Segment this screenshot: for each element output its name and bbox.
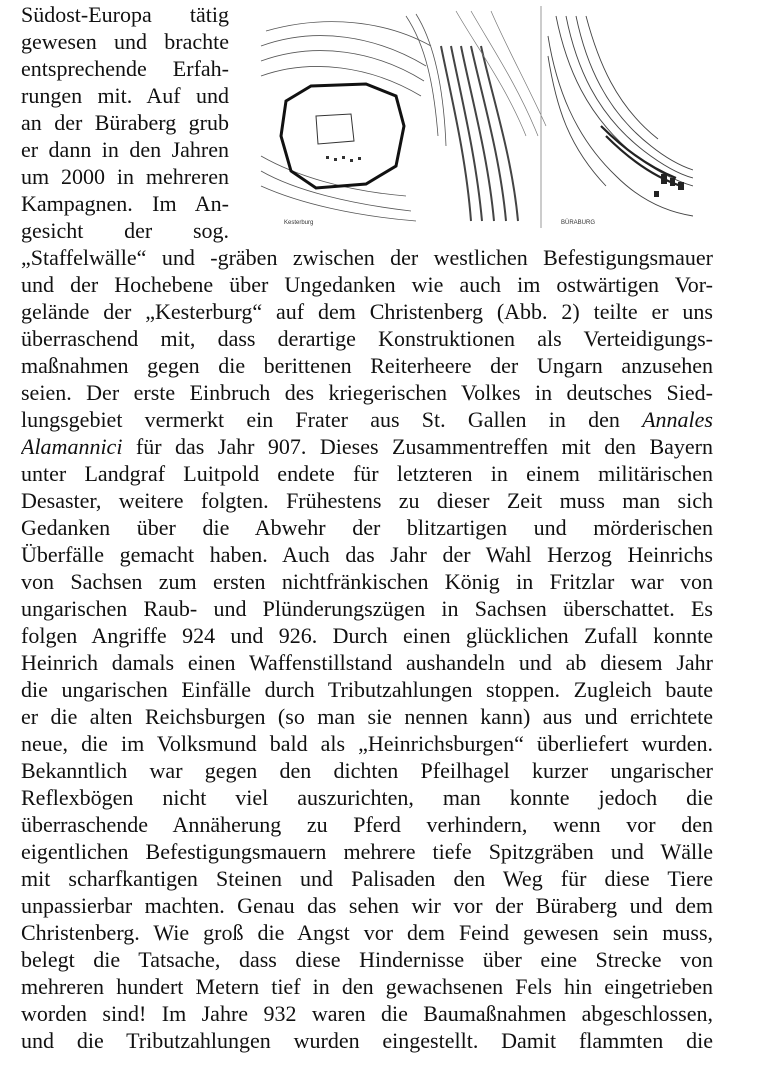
text-line: seien. Der erste Einbruch des kriegerischen Volkes in deutsches Sied- — [21, 380, 713, 405]
text-line: neue, die im Volksmund bald als „Heinrichsburgen“ überliefert wurden. — [21, 731, 713, 756]
text-line: unpassierbar machten. Genau das sehen wir vor der Büraberg und dem — [21, 893, 713, 918]
text-line: „Staffelwälle“ und -gräben zwischen der westlichen Befestigungsmauer — [21, 245, 713, 270]
text-line: er dann in den Jahren — [21, 137, 229, 162]
text-run: für das Jahr 907. Dieses Zusammentreffen mit den Bayern — [122, 434, 713, 459]
text-line: mit scharfkantigen Steinen und Palisaden den Weg für diese Tiere — [21, 866, 713, 891]
text-line: Gedanken über die Abwehr der blitzartigen und mörderischen — [21, 515, 713, 540]
italic-title: Alamannici — [21, 434, 123, 459]
text-line: und der Hochebene über Ungedanken wie auch im ostwärtigen Vor- — [21, 272, 713, 297]
text-line: unter Landgraf Luitpold endete für letzteren in einem militärischen — [21, 461, 713, 486]
text-line: maßnahmen gegen die berittenen Reiterheere der Ungarn anzusehen — [21, 353, 713, 378]
text-line: gesicht der sog. — [21, 218, 229, 243]
text-line: Kampagnen. Im An- — [21, 191, 229, 216]
text-line: belegt die Tatsache, dass diese Hindernisse über eine Strecke von — [21, 947, 713, 972]
site-plan-map — [256, 6, 693, 228]
text-line-with-italic — [21, 406, 713, 433]
site-plan-figure — [256, 6, 693, 228]
text-line: gelände der „Kesterburg“ auf dem Christenberg (Abb. 2) teilte er uns — [21, 299, 713, 324]
right-plan-label: BÜRABURG — [561, 220, 596, 226]
text-line: er die alten Reichsburgen (so man sie nennen kann) aus und errichtete — [21, 704, 713, 729]
text-line-with-italic — [21, 433, 713, 460]
text-line: Desaster, weitere folgten. Frühestens zu dieser Zeit muss man sich — [21, 488, 713, 513]
text-line: Bekanntlich war gegen den dichten Pfeilhagel kurzer ungarischer — [21, 758, 713, 783]
text-line: an der Büraberg grub — [21, 110, 229, 135]
text-line: Christenberg. Wie groß die Angst vor dem Feind gewesen sein muss, — [21, 920, 713, 945]
text-line: gewesen und brachte — [21, 29, 229, 54]
text-run: lungsgebiet vermerkt ein Frater aus St. Gallen in den — [21, 407, 643, 432]
text-line: die ungarischen Einfälle durch Tributzahlungen stoppen. Zugleich baute — [21, 677, 713, 702]
text-line: mehreren hundert Metern tief in den gewachsenen Fels hin eingetrieben — [21, 974, 713, 999]
italic-title: Annales — [642, 407, 713, 432]
text-line: worden sind! Im Jahre 932 waren die Baumaßnahmen abgeschlossen, — [21, 1001, 713, 1026]
left-plan-label: Kesterburg — [284, 220, 314, 226]
text-line: von Sachsen zum ersten nichtfränkischen König in Fritzlar war von — [21, 569, 713, 594]
text-line: Überfälle gemacht haben. Auch das Jahr der Wahl Herzog Heinrichs — [21, 542, 713, 567]
text-line: eigentlichen Befestigungsmauern mehrere tiefe Spitzgräben und Wälle — [21, 839, 713, 864]
text-line: folgen Angriffe 924 und 926. Durch einen glücklichen Zufall konnte — [21, 623, 713, 648]
text-line: entsprechende Erfah- — [21, 56, 229, 81]
text-line: Reflexbögen nicht viel auszurichten, man konnte jedoch die — [21, 785, 713, 810]
text-line: und die Tributzahlungen wurden eingestellt. Damit flammten die — [21, 1028, 713, 1053]
text-line: überraschende Annäherung zu Pferd verhindern, wenn vor den — [21, 812, 713, 837]
text-line: um 2000 in mehreren — [21, 164, 229, 189]
text-line: rungen mit. Auf und — [21, 83, 229, 108]
text-line: Südost-Europa tätig — [21, 2, 229, 27]
text-line: Heinrich damals einen Waffenstillstand aushandeln und ab diesem Jahr — [21, 650, 713, 675]
text-line: überraschend mit, dass derartige Konstruktionen als Verteidigungs- — [21, 326, 713, 351]
text-line: ungarischen Raub- und Plünderungszügen in Sachsen überschattet. Es — [21, 596, 713, 621]
